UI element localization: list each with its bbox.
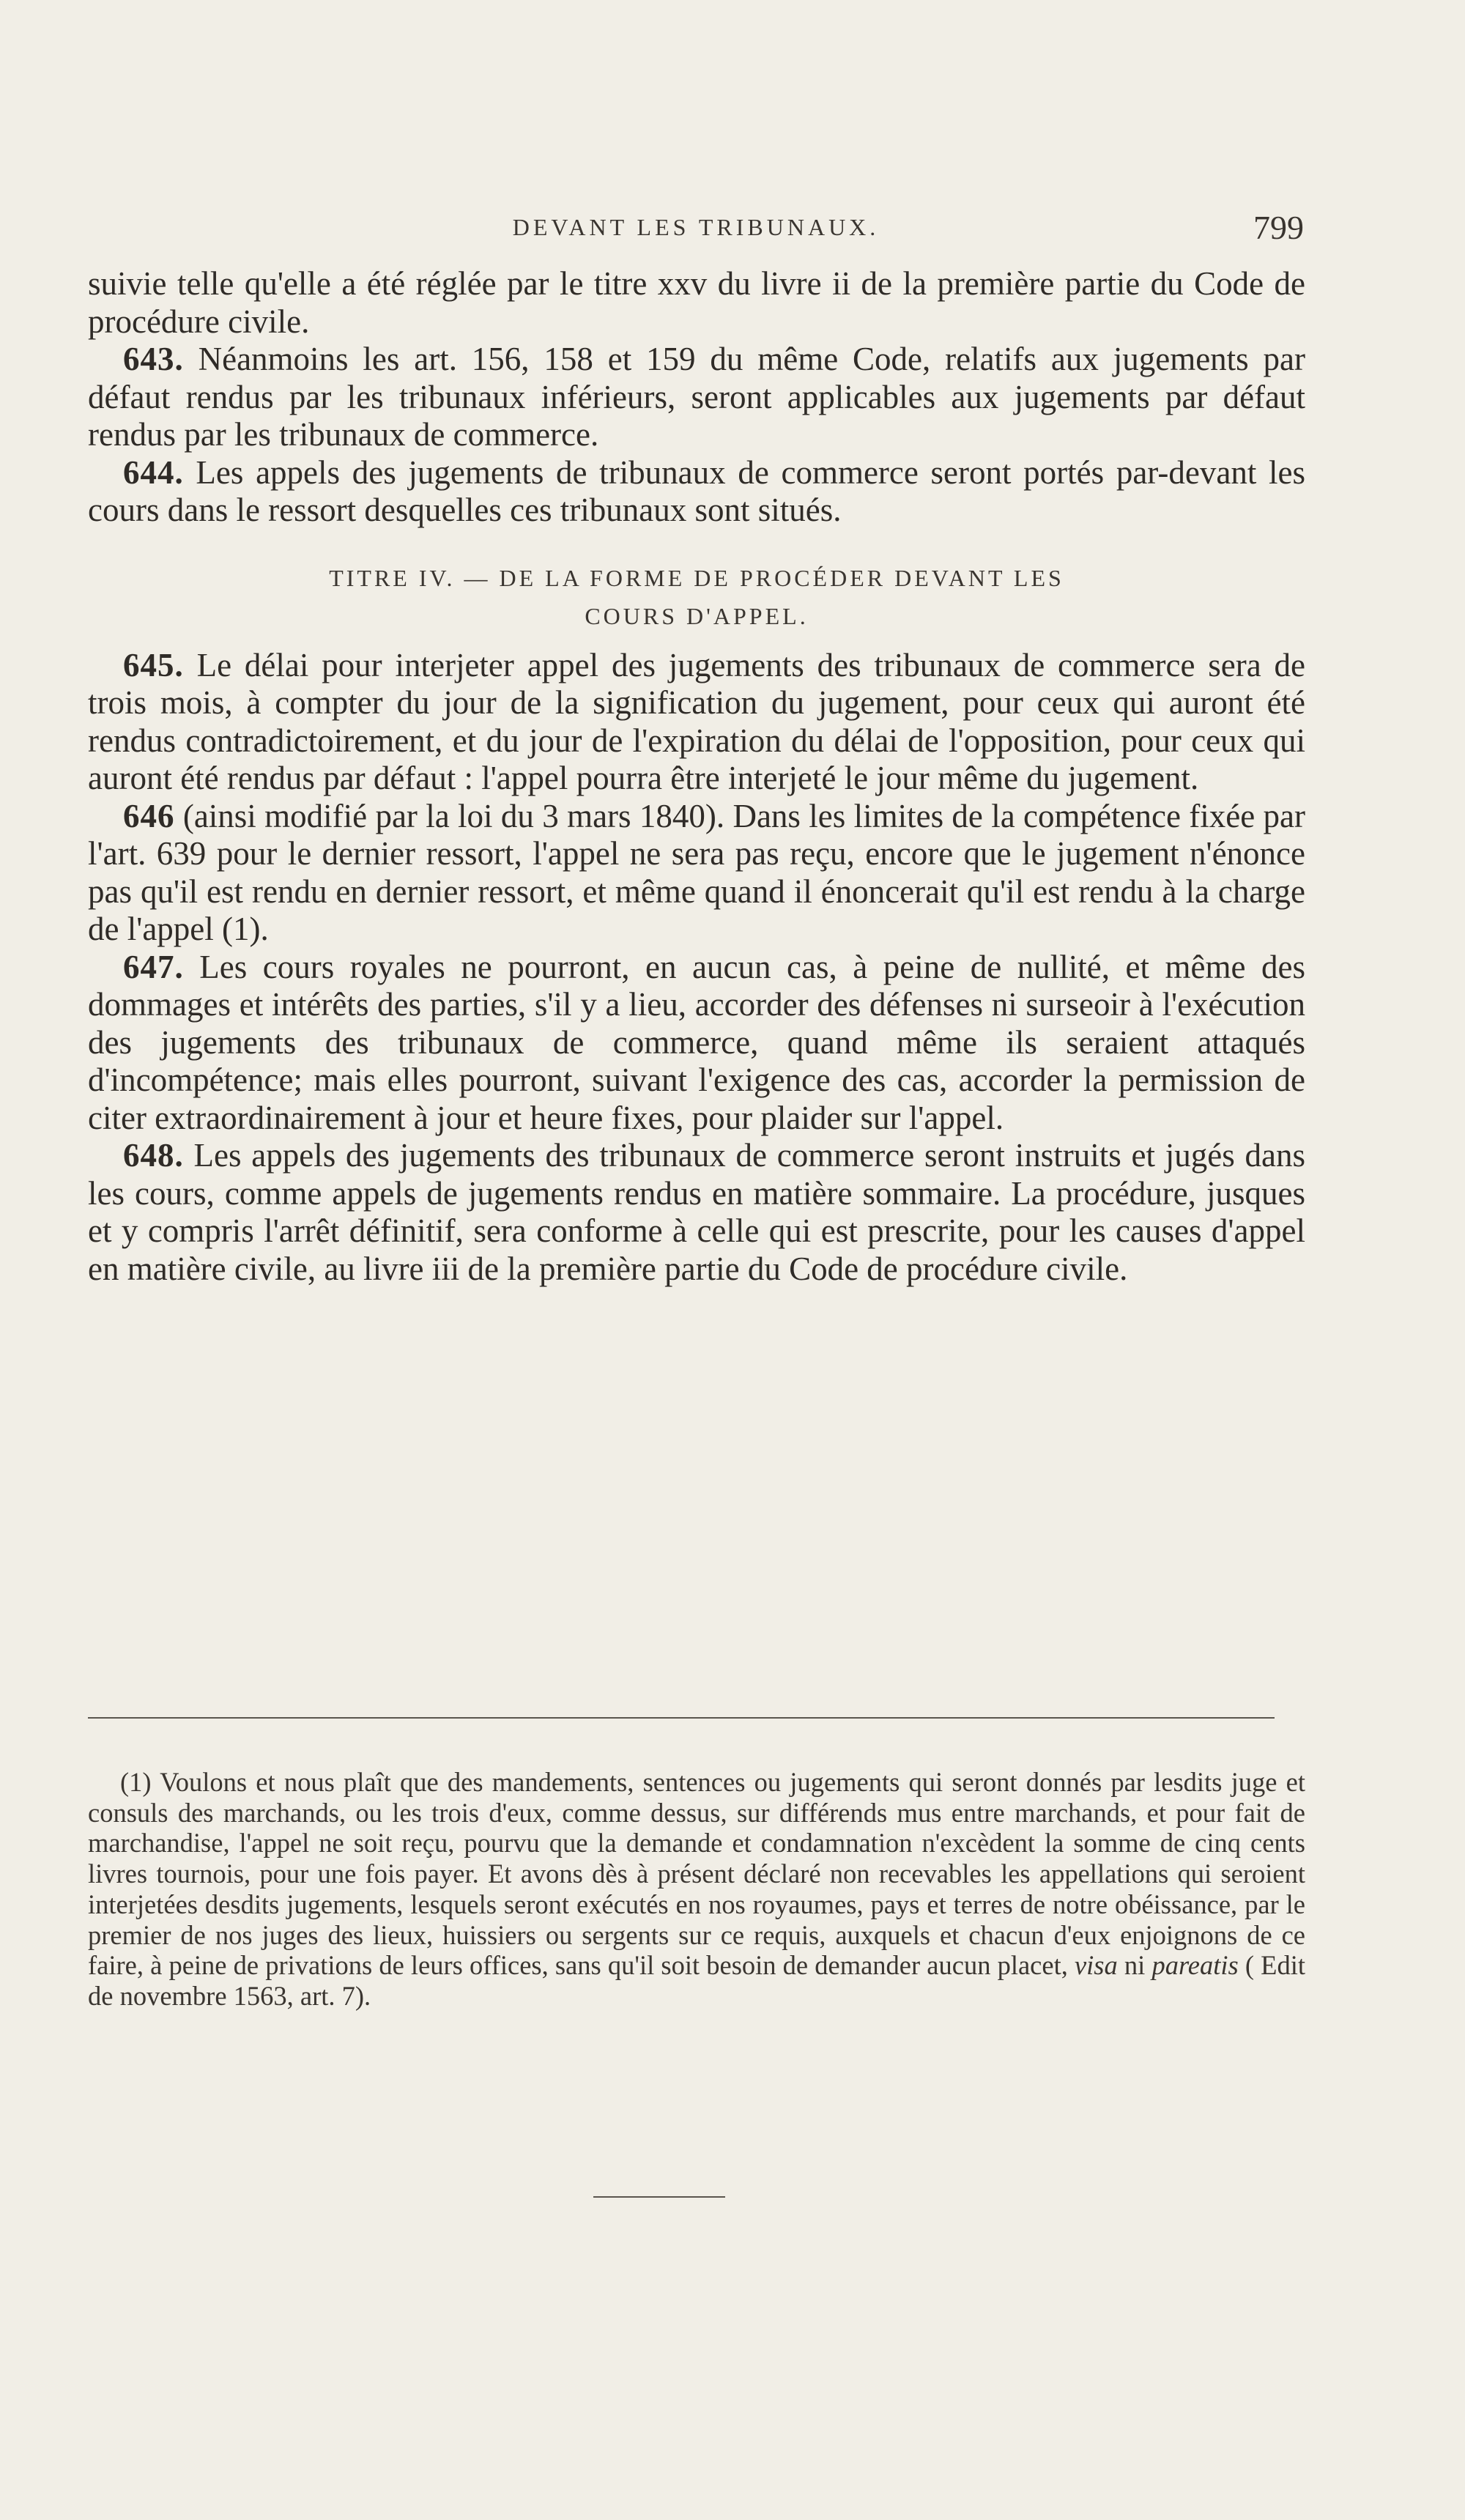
page-number: 799	[1253, 209, 1304, 246]
article-number: 643.	[123, 341, 184, 377]
footnote-italic-visa: visa	[1074, 1950, 1118, 1981]
footnote-separator	[88, 1717, 1275, 1719]
article-text: Néanmoins les art. 156, 158 et 159 du même Code, relatifs aux jugements par défaut rendus par les tribunaux inférieurs, seront applicables aux jugements par défaut rendus par les tribunaux de commerce.	[88, 341, 1305, 453]
article-text: (ainsi modifié par la loi du 3 mars 1840). Dans les limites de la compétence fixée par l'art. 639 pour le dernier ressort, l'appel ne sera pas reçu, encore que le jugement n'énonce pas qu'il est rendu en dernier ressort, et même quand il énoncerait qu'il est rendu à la charge de l'appel (1).	[88, 797, 1305, 947]
article-text: Les appels des jugements des tribunaux de commerce seront instruits et jugés dans les cours, comme appels de jugements rendus en matière sommaire. La procédure, jusques et y compris l'arrêt définitif, sera conforme à celle qui est prescrite, pour les causes d'appel en matière civile, au livre iii de la première partie du Code de procédure civile.	[88, 1137, 1305, 1287]
main-text	[88, 265, 1305, 1288]
article-text: Les cours royales ne pourront, en aucun cas, à peine de nullité, et même des dommages et intérêts des parties, s'il y a lieu, accorder des défenses ni surseoir à l'exécution des jugements des tribunaux de commerce, quand même ils seraient attaqués d'incompétence; mais elles pourront, suivant l'exigence des cas, accorder la permission de citer extraordinairement à jour et heure fixes, pour plaider sur l'appel.	[88, 948, 1305, 1136]
footnote-italic-pareatis: pareatis	[1151, 1950, 1239, 1981]
page-header	[88, 209, 1304, 251]
article-number: 644.	[123, 453, 184, 491]
article-647	[88, 949, 1305, 1138]
footnote-conjunction: ni	[1117, 1950, 1152, 1981]
end-rule	[593, 2196, 725, 2198]
article-text: Le délai pour interjeter appel des jugements des tribunaux de commerce sera de trois mois, à compter du jour de la signification du jugement, pour ceux qui auront été rendus contradictoirement, et du jour de l'expiration du délai de l'opposition, pour ceux qui auront été rendus par défaut : l'appel pourra être interjeté le jour même du jugement.	[88, 646, 1305, 796]
footnote-citation: ( Edit de novembre 1563, art. 7).	[88, 1950, 1305, 2011]
footnote-text: (1) Voulons et nous plaît que des mandements, sentences ou jugements qui seront donnés par lesdits juge et consuls des marchands, ou les trois d'eux, comme dessus, sur différends mus entre marchands, et pour fait de marchandise, l'appel ne soit reçu, pourvu que la demande et condamnation n'excèdent la somme de cinq cents livres tournois, pour une fois payer. Et avons dès à présent déclaré non recevables les appellations qui seroient interjetées desdits jugements, lesquels seront exécutés en nos royaumes, pays et terres de notre obéissance, par le premier de nos juges des lieux, huissiers ou sergents sur ce requis, auxquels et chacun d'eux enjoignons de ce faire, à peine de privations de leurs offices, sans qu'il soit besoin de demander aucun placet,	[88, 1767, 1305, 1981]
footnote	[88, 1767, 1305, 2012]
article-646	[88, 798, 1305, 949]
article-number: 648.	[123, 1137, 184, 1174]
article-645	[88, 647, 1305, 798]
article-648	[88, 1137, 1305, 1288]
paragraph-intro	[88, 265, 1305, 341]
article-text: Les appels des jugements de tribunaux de commerce seront portés par-devant les cours dans le ressort desquelles ces tribunaux sont situés.	[88, 453, 1305, 528]
section-title	[88, 559, 1305, 635]
article-643	[88, 341, 1305, 454]
section-title-line-2: COURS D'APPEL.	[585, 602, 809, 629]
article-number: 646	[123, 797, 175, 834]
article-number: 645.	[123, 646, 184, 683]
running-title: DEVANT LES TRIBUNAUX.	[512, 214, 880, 240]
section-title-line-1: TITRE IV. — DE LA FORME DE PROCÉDER DEVANT LES	[329, 564, 1064, 591]
paragraph-intro-text: suivie telle qu'elle a été réglée par le titre xxv du livre ii de la première partie du Code de procédure civile.	[88, 265, 1305, 340]
article-number: 647.	[123, 948, 184, 985]
article-644	[88, 454, 1305, 530]
